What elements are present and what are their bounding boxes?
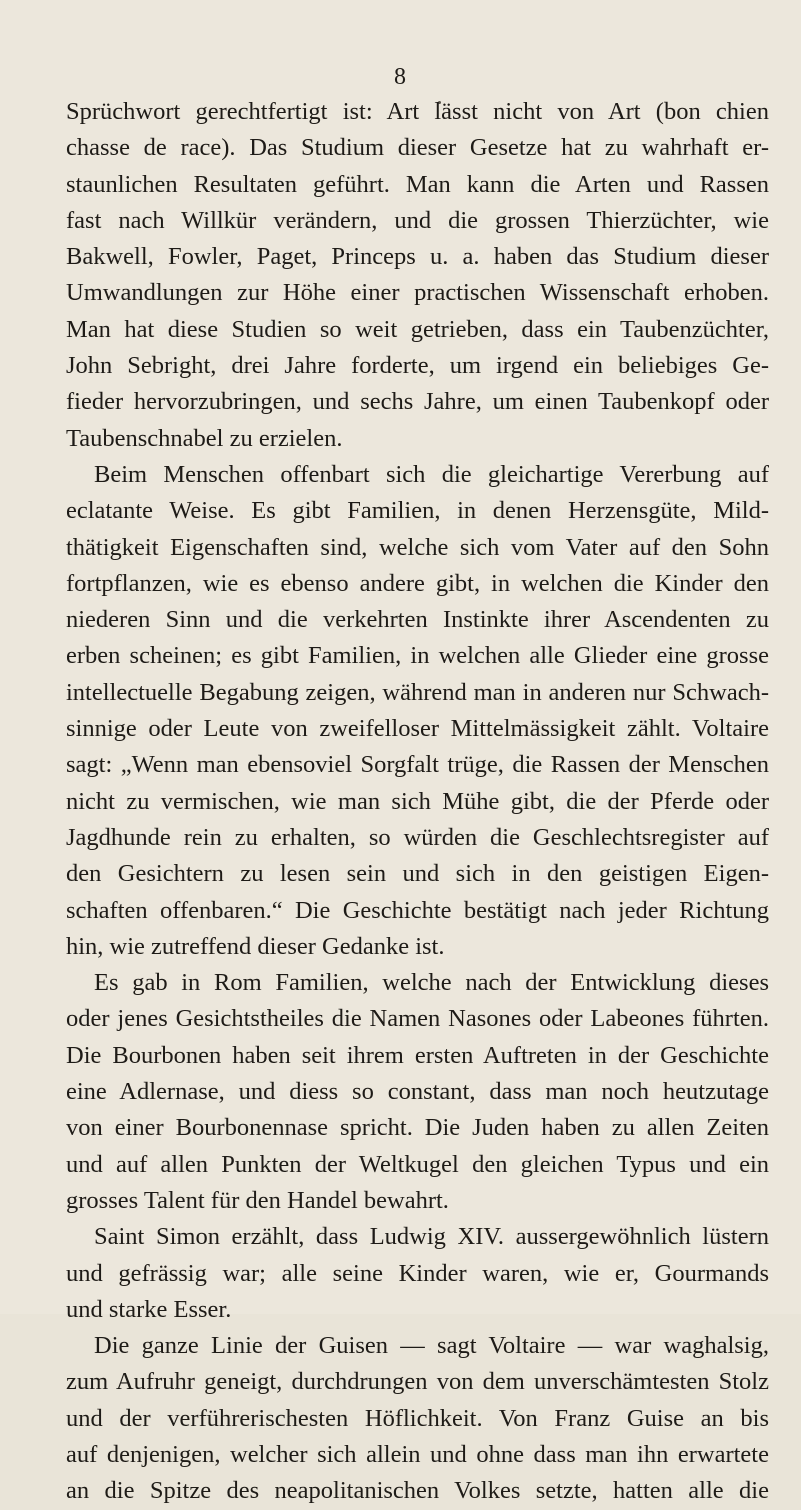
text-line: und starke Esser. xyxy=(66,1295,232,1323)
text-line: schaften offenbaren.“ Die Geschichte bestätigt nach jeder Richtung xyxy=(66,896,769,924)
text-line: niederen Sinn und die verkehrten Instinkte ihrer Ascendenten zu xyxy=(66,606,769,634)
body-text xyxy=(66,94,769,1510)
text-line: eine Adlernase, und diess so constant, dass man noch heutzutage xyxy=(66,1078,769,1106)
text-line: Man hat diese Studien so weit getrieben, dass ein Taubenzüchter, xyxy=(66,315,769,343)
text-line: Sprüchwort gerechtfertigt ist: Art lässt nicht von Art (bon chien xyxy=(66,98,769,125)
text-line: von einer Bourbonennase spricht. Die Juden haben zu allen Zeiten xyxy=(66,1114,769,1142)
text-line: auf denjenigen, welcher sich allein und ohne dass man ihn erwartete xyxy=(66,1440,769,1468)
text-line: Saint Simon erzählt, dass Ludwig XIV. aussergewöhnlich lüstern xyxy=(94,1223,769,1251)
text-line: Beim Menschen offenbart sich die gleichartige Vererbung auf xyxy=(94,460,769,488)
text-line: zum Aufruhr geneigt, durchdrungen von dem unverschämtesten Stolz xyxy=(66,1368,769,1396)
text-line: erben scheinen; es gibt Familien, in welchen alle Glieder eine grosse xyxy=(66,642,769,670)
page-number: 8 xyxy=(394,64,407,90)
text-line: nicht zu vermischen, wie man sich Mühe gibt, die der Pferde oder xyxy=(66,787,769,815)
text-line: Bakwell, Fowler, Paget, Princeps u. a. haben das Studium dieser xyxy=(66,243,769,271)
text-line: sinnige oder Leute von zweifelloser Mittelmässigkeit zählt. Voltaire xyxy=(66,715,769,743)
text-line: fast nach Willkür verändern, und die grossen Thierzüchter, wie xyxy=(66,206,769,234)
text-line: Umwandlungen zur Höhe einer practischen Wissenschaft erhoben. xyxy=(66,279,769,307)
text-line: thätigkeit Eigenschaften sind, welche sich vom Vater auf den Sohn xyxy=(66,533,769,561)
text-line: intellectuelle Begabung zeigen, während man in anderen nur Schwach- xyxy=(66,678,769,706)
text-line: an die Spitze des neapolitanischen Volkes setzte, hatten alle die xyxy=(66,1477,769,1505)
text-line: grosses Talent für den Handel bewahrt. xyxy=(66,1186,449,1214)
text-line: Die ganze Linie der Guisen — sagt Voltaire — war waghalsig, xyxy=(94,1332,769,1360)
text-line: chasse de race). Das Studium dieser Gesetze hat zu wahrhaft er- xyxy=(66,134,769,162)
text-line: sagt: „Wenn man ebensoviel Sorgfalt trüge, die Rassen der Menschen xyxy=(66,751,769,779)
text-line: fortpflanzen, wie es ebenso andere gibt, in welchen die Kinder den xyxy=(66,569,769,597)
text-line: Jagdhunde rein zu erhalten, so würden die Geschlechtsregister auf xyxy=(66,823,769,851)
text-line: Taubenschnabel zu erzielen. xyxy=(66,424,343,452)
text-line: eclatante Weise. Es gibt Familien, in denen Herzensgüte, Mild- xyxy=(66,497,769,525)
text-line: Die Bourbonen haben seit ihrem ersten Auftreten in der Geschichte xyxy=(66,1041,769,1069)
text-line: und auf allen Punkten der Weltkugel den gleichen Typus und ein xyxy=(66,1150,769,1178)
text-line: John Sebright, drei Jahre forderte, um irgend ein beliebiges Ge- xyxy=(66,352,769,380)
text-line: staunlichen Resultaten geführt. Man kann die Arten und Rassen xyxy=(66,170,769,198)
text-line: und der verführerischesten Höflichkeit. Von Franz Guise an bis xyxy=(66,1404,769,1432)
text-line: oder jenes Gesichtstheiles die Namen Nasones oder Labeones führten. xyxy=(66,1005,769,1033)
text-line: Es gab in Rom Familien, welche nach der Entwicklung dieses xyxy=(94,969,769,997)
text-line: fieder hervorzubringen, und sechs Jahre, um einen Taubenkopf oder xyxy=(66,388,769,416)
text-line: den Gesichtern zu lesen sein und sich in den geistigen Eigen- xyxy=(66,860,769,888)
text-line: und gefrässig war; alle seine Kinder waren, wie er, Gourmands xyxy=(66,1259,769,1287)
text-line: hin, wie zutreffend dieser Gedanke ist. xyxy=(66,932,445,960)
